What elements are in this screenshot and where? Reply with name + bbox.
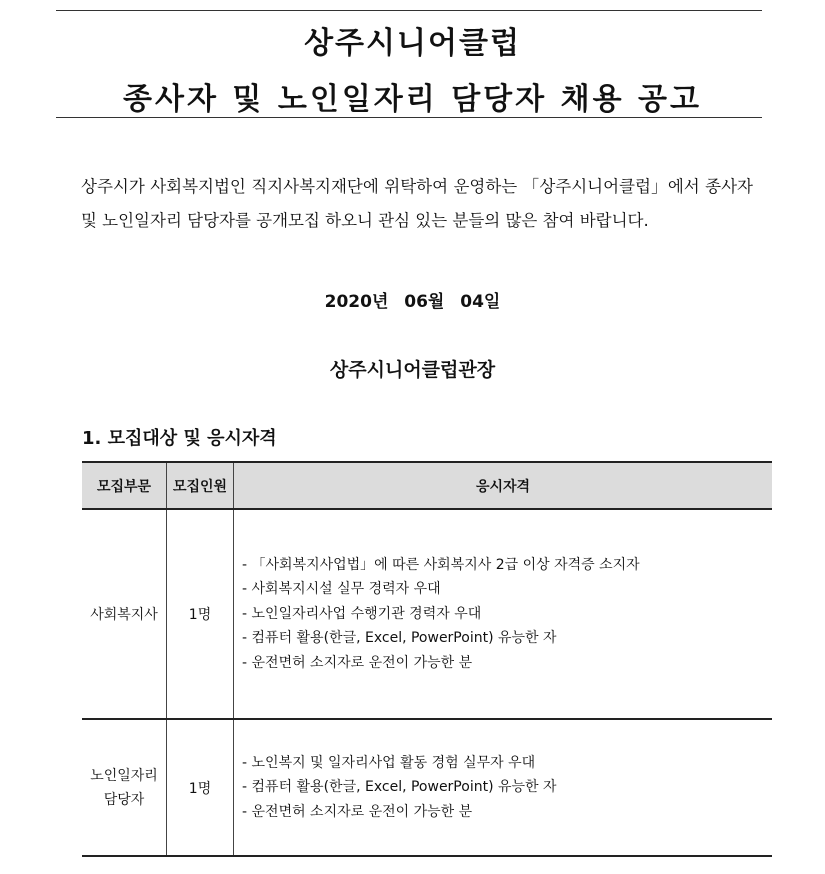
list-item: - 운전면허 소지자로 운전이 가능한 분 (242, 651, 772, 676)
position-cell (82, 509, 167, 719)
list-item: - 노인복지 및 일자리사업 활동 경험 실무자 우대 (242, 751, 772, 776)
header-count: 모집인원 (167, 462, 234, 509)
list-item: - 사회복지시설 실무 경력자 우대 (242, 577, 772, 602)
qualification-list (234, 553, 772, 676)
qualifications-cell (234, 509, 773, 719)
announcement-date: 2020년 06월 04일 (324, 292, 501, 312)
table-row (82, 719, 772, 856)
title-bottom-rule (56, 117, 762, 118)
qualification-list (234, 751, 772, 825)
list-item: - 컴퓨터 활용(한글, Excel, PowerPoint) 유능한 자 (242, 626, 772, 651)
position-label: 사회복지사 (90, 607, 158, 623)
section-title: 1. 모집대상 및 응시자격 (82, 428, 277, 449)
header-position: 모집부문 (82, 462, 167, 509)
list-item: - 노인일자리사업 수행기관 경력자 우대 (242, 602, 772, 627)
position-label: 담당자 (103, 791, 145, 808)
recruitment-table (82, 461, 772, 857)
position-cell (82, 719, 167, 856)
signature: 상주시니어클럽관장 (329, 359, 496, 381)
table-header-row (82, 462, 772, 509)
intro-paragraph: 상주시가 사회복지법인 직지사복지재단에 위탁하여 운영하는 「상주시니어클럽」에서 종사자 및 노인일자리 담당자를 공개모집 하오니 관심 있는 분들의 많은 참여 바랍니다. (81, 177, 753, 230)
count-cell: 1명 (167, 509, 234, 719)
table-row (82, 509, 772, 719)
list-item: - 「사회복지사업법」에 따른 사회복지사 2급 이상 자격증 소지자 (242, 553, 772, 578)
qualifications-cell (234, 719, 773, 856)
header-qualifications: 응시자격 (234, 462, 773, 509)
page-title-line1: 상주시니어클럽 (304, 26, 521, 61)
list-item: - 컴퓨터 활용(한글, Excel, PowerPoint) 유능한 자 (242, 775, 772, 800)
list-item: - 운전면허 소지자로 운전이 가능한 분 (242, 800, 772, 825)
count-cell: 1명 (167, 719, 234, 856)
page-title-line2: 종사자 및 노인일자리 담당자 채용 공고 (123, 82, 702, 117)
position-label: 노인일자리 (90, 767, 158, 784)
title-top-rule (56, 10, 762, 11)
